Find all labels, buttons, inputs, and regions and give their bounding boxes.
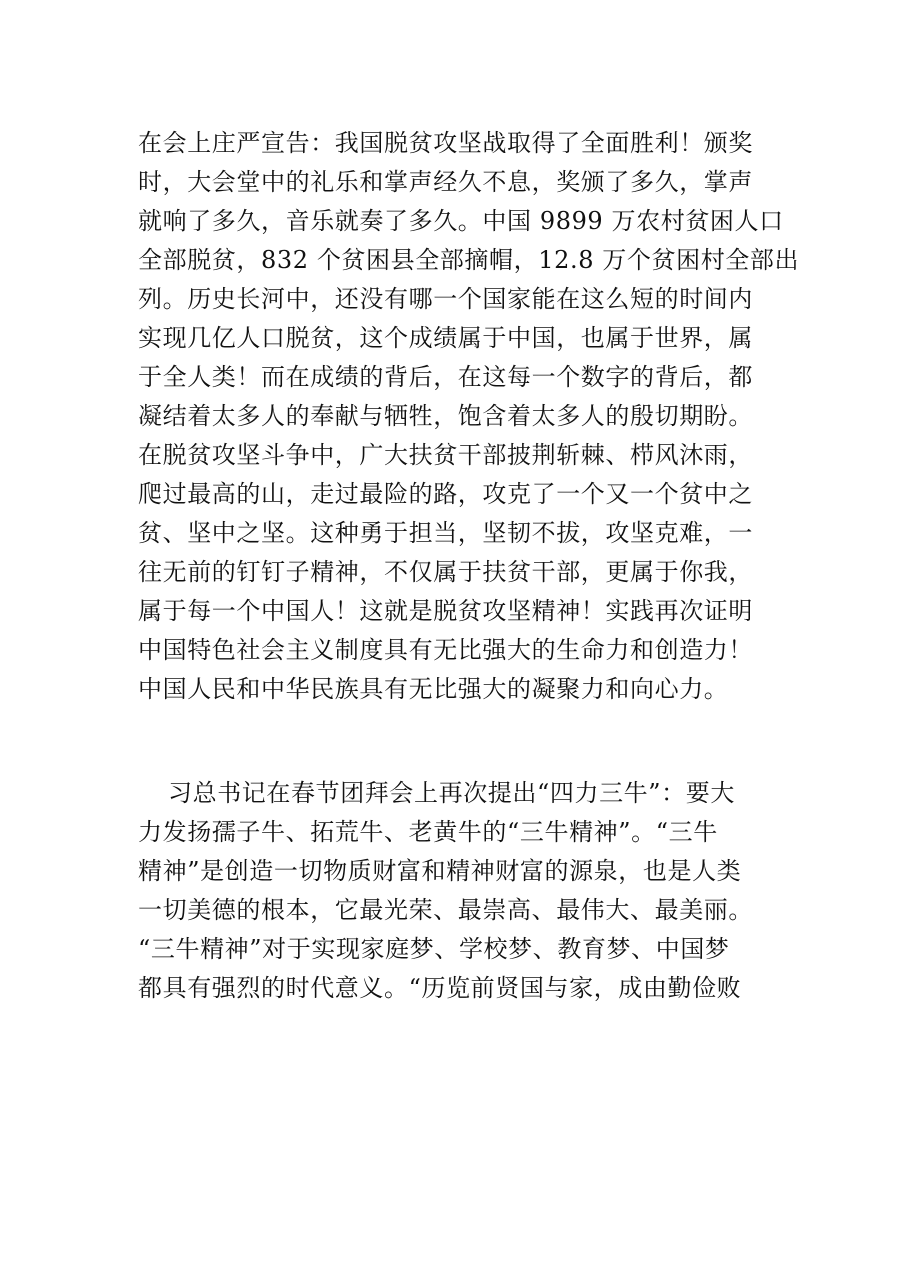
text-line: 就响了多久，音乐就奏了多久。中国 9899 万农村贫困人口 <box>138 207 784 235</box>
text-line: 于全人类！而在成绩的背后，在这每一个数字的背后，都 <box>138 363 753 391</box>
text-line: 力发扬孺子牛、拓荒牛、老黄牛的“三牛精神”。“三牛 <box>138 818 718 846</box>
text-line: 全部脱贫，832 个贫困县全部摘帽，12.8 万个贫困村全部出 <box>138 246 800 274</box>
text-line: 一切美德的根本，它最光荣、最崇高、最伟大、最美丽。 <box>138 896 753 924</box>
text-line: 凝结着太多人的奉献与牺牲，饱含着太多人的殷切期盼。 <box>138 402 753 430</box>
text-line: 时，大会堂中的礼乐和掌声经久不息，奖颁了多久，掌声 <box>138 168 753 196</box>
text-line: 习总书记在春节团拜会上再次提出“四力三牛”：要大 <box>168 779 735 807</box>
text-line: 中国特色社会主义制度具有无比强大的生命力和创造力！ <box>138 636 753 664</box>
text-line: 属于每一个中国人！这就是脱贫攻坚精神！实践再次证明 <box>138 597 753 625</box>
text-line: “三牛精神”对于实现家庭梦、学校梦、教育梦、中国梦 <box>138 935 730 963</box>
text-line: 都具有强烈的时代意义。“历览前贤国与家，成由勤俭败 <box>138 974 742 1002</box>
text-line: 中国人民和中华民族具有无比强大的凝聚力和向心力。 <box>138 675 729 703</box>
paragraph-1 <box>138 124 800 709</box>
text-line: 贫、坚中之坚。这种勇于担当，坚韧不拔，攻坚克难，一 <box>138 519 753 547</box>
text-line: 在会上庄严宣告：我国脱贫攻坚战取得了全面胜利！颁奖 <box>138 129 753 157</box>
text-line: 精神”是创造一切物质财富和精神财富的源泉，也是人类 <box>138 857 742 885</box>
text-line: 在脱贫攻坚斗争中，广大扶贫干部披荆斩棘、栉风沐雨， <box>138 441 753 469</box>
text-line: 爬过最高的山，走过最险的路，攻克了一个又一个贫中之 <box>138 480 753 508</box>
paragraph-2 <box>138 774 778 1008</box>
text-line: 实现几亿人口脱贫，这个成绩属于中国，也属于世界，属 <box>138 324 753 352</box>
text-line: 往无前的钉钉子精神，不仅属于扶贫干部，更属于你我， <box>138 558 753 586</box>
text-line: 列。历史长河中，还没有哪一个国家能在这么短的时间内 <box>138 285 753 313</box>
